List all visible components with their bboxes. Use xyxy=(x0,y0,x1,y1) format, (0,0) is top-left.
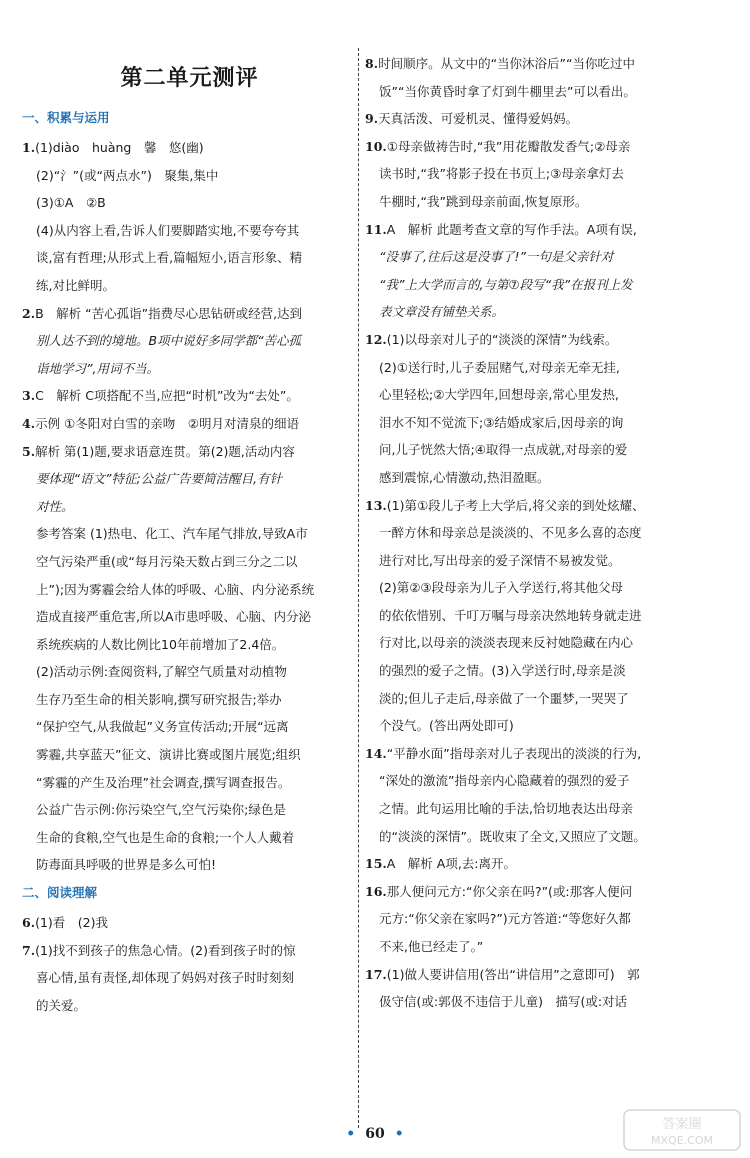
answer-line: (2)第②③段母亲为儿子入学送行,将其他父母 xyxy=(379,580,624,596)
answer-line: 问,儿子恍然大悟;④取得一点成就,对母亲的爱 xyxy=(379,442,628,458)
answer-line: B 解析 “苦心孤诣”指费尽心思钻研或经营,达到 xyxy=(35,305,303,321)
answer-line: 空气污染严重(或“每月污染天数占到三分之二以 xyxy=(36,553,298,569)
answer-line: 上”);因为雾霾会给人体的呼吸、心脑、内分泌系统 xyxy=(36,581,315,597)
answer-line: “没事了,往后这是没事了!”一句是父亲针对 xyxy=(379,249,614,265)
answer-line: 时间顺序。从文中的“当你沐浴后”“当你吃过中 xyxy=(378,56,635,71)
column-divider xyxy=(358,48,359,1128)
answer-line: 天真活泼、可爱机灵、懂得爱妈妈。 xyxy=(378,111,579,127)
question-3 xyxy=(22,382,357,410)
answer-line: 饭”“当你黄昏时拿了灯到牛棚里去”可以看出。 xyxy=(379,83,636,99)
page-number-text: 60 xyxy=(365,1126,385,1142)
answer-line: 喜心情,虽有责怪,却体现了妈妈对孩子时时刻刻 xyxy=(36,970,294,986)
answer-line: 进行对比,写出母亲的爱子深情不易被发觉。 xyxy=(379,552,621,568)
answer-line: C 解析 C项搭配不当,应把“时机”改为“去处”。 xyxy=(35,388,299,404)
question-8 xyxy=(365,50,723,105)
answer-line: 防毒面具呼吸的世界是多么可怕! xyxy=(36,857,217,873)
page-title: 第二单元测评 xyxy=(120,66,259,91)
answer-line: (4)从内容上看,告诉人们要脚踏实地,不要夸夸其 xyxy=(36,222,300,238)
answer-line: 元方:“你父亲在家吗?”)元方答道:“等您好久都 xyxy=(379,911,631,927)
answer-line: 淡的;但儿子走后,母亲做了一个噩梦,一哭哭了 xyxy=(379,690,629,706)
question-number: 12. xyxy=(365,331,387,347)
answer-line: “雾霾的产生及治理”社会调查,撰写调查报告。 xyxy=(36,774,291,790)
answer-line: 心里轻松;②大学四年,回想母亲,常心里发热, xyxy=(379,387,619,403)
answer-line: 要体现“语文”特征;公益广告要简洁醒目,有针 xyxy=(36,471,283,487)
answer-line: (2)“氵”(或“两点水”) 聚集,集中 xyxy=(36,167,219,183)
question-number: 11. xyxy=(365,221,387,237)
answer-line: 谈,富有哲理;从形式上看,篇幅短小,语言形象、精 xyxy=(36,250,303,266)
answer-line: 感到震惊,心情激动,热泪盈眶。 xyxy=(379,469,550,485)
answer-line: 伋守信(或:郭伋不违信于儿童) 描写(或:对话 xyxy=(379,994,628,1010)
answer-line: (1)diào huàng 馨 悠(幽) xyxy=(35,140,204,155)
question-number: 15. xyxy=(365,856,387,872)
question-number: 17. xyxy=(365,966,387,982)
answer-line: 雾霾,共享蓝天”征文、演讲比赛或图片展览;组织 xyxy=(36,747,301,763)
question-1 xyxy=(22,134,357,300)
answer-line: 不来,他已经走了。” xyxy=(379,939,484,954)
answer-line: 的“淡淡的深情”。既收束了全文,又照应了文题。 xyxy=(379,828,646,844)
answer-line: (3)①A ②B xyxy=(36,195,106,211)
answer-line: 公益广告示例:你污染空气,空气污染你;绿色是 xyxy=(36,802,286,818)
question-number: 6. xyxy=(22,915,36,931)
question-number: 5. xyxy=(22,443,36,459)
answer-line: (1)以母亲对儿子的“淡淡的深情”为线索。 xyxy=(386,331,618,347)
answer-line: A 解析 A项,去:离开。 xyxy=(386,856,517,872)
question-number: 8. xyxy=(365,56,379,71)
answer-line: 别人达不到的境地。B项中说好多同学都“苦心孤 xyxy=(36,333,302,349)
question-9 xyxy=(365,105,723,133)
watermark-text-url: MXQE.COM xyxy=(651,1134,713,1147)
answer-line: (1)第①段儿子考上大学后,将父亲的到处炫耀、 xyxy=(386,497,645,513)
question-13 xyxy=(365,492,723,740)
question-5 xyxy=(22,438,357,880)
question-number: 13. xyxy=(365,497,387,513)
answer-line: “深处的激流”指母亲内心隐藏着的强烈的爱子 xyxy=(379,773,630,789)
question-number: 1. xyxy=(22,140,36,155)
answer-line: 一醉方休和母亲总是淡淡的、不见多么喜的态度 xyxy=(379,525,642,541)
answer-line: (2)活动示例:查阅资料,了解空气质量对动植物 xyxy=(36,664,287,680)
question-17 xyxy=(365,961,723,1016)
answer-line: 示例 ①冬阳对白雪的亲吻 ②明月对清泉的细语 xyxy=(35,415,299,431)
question-16 xyxy=(365,878,723,961)
question-number: 10. xyxy=(365,138,387,154)
question-2 xyxy=(22,300,357,383)
answer-line: 表文章没有铺垫关系。 xyxy=(379,304,505,320)
question-6 xyxy=(22,909,357,937)
dot-icon: • xyxy=(346,1126,356,1142)
answer-line: “平静水面”指母亲对儿子表现出的淡淡的行为, xyxy=(386,745,642,761)
question-number: 3. xyxy=(22,388,36,404)
question-number: 16. xyxy=(365,883,387,899)
question-15 xyxy=(365,850,723,878)
question-number: 2. xyxy=(22,305,36,321)
answer-line: (1)找不到孩子的焦急心情。(2)看到孩子时的惊 xyxy=(35,942,296,958)
answer-line: (1)看 (2)我 xyxy=(35,915,108,931)
answer-line: 行对比,以母亲的淡淡表现来反衬她隐藏在内心 xyxy=(379,635,633,651)
answer-line: 的依依惜别、千叮万嘱与母亲决然地转身就走进 xyxy=(379,607,642,623)
answer-line: 个没气。(答出两处即可) xyxy=(379,718,514,734)
question-10 xyxy=(365,133,723,216)
answer-line: 之情。此句运用比喻的手法,恰切地表达出母亲 xyxy=(379,801,633,817)
question-7 xyxy=(22,937,357,1020)
answer-line: 解析 第(1)题,要求语意连贯。第(2)题,活动内容 xyxy=(35,443,295,459)
watermark-text-cn: 答案圈 xyxy=(662,1117,702,1132)
answer-line: “保护空气,从我做起”义务宣传活动;开展“远离 xyxy=(36,719,289,735)
answer-line: “我”上大学而言的,与第⑦段写“我”在报刊上发 xyxy=(379,276,633,292)
question-12 xyxy=(365,326,723,492)
answer-line: 泪水不知不觉流下;③结婚成家后,因母亲的询 xyxy=(379,414,624,430)
question-4 xyxy=(22,410,357,438)
right-column xyxy=(365,50,723,1016)
question-number: 4. xyxy=(22,415,36,431)
answer-line: 参考答案 (1)热电、化工、汽车尾气排放,导致A市 xyxy=(36,526,308,542)
answer-line: 对性。 xyxy=(36,498,74,514)
answer-line: 那人便问元方:“你父亲在吗?”(或:那客人便问 xyxy=(386,883,633,899)
question-number: 14. xyxy=(365,745,387,761)
answer-line: 的关爱。 xyxy=(36,997,87,1013)
watermark-logo xyxy=(622,1108,742,1152)
question-14 xyxy=(365,740,723,850)
answer-line: 读书时,“我”将影子投在书页上;③母亲拿灯去 xyxy=(379,166,624,182)
dot-icon: • xyxy=(394,1126,404,1142)
section-heading-1: 一、积累与运用 xyxy=(22,110,110,125)
answer-line: ①母亲做祷告时,“我”用花瓣散发香气;②母亲 xyxy=(386,138,631,154)
answer-line: 牛棚时,“我”跳到母亲前面,恢复原形。 xyxy=(379,193,588,209)
answer-line: 诣地学习”,用词不当。 xyxy=(36,360,159,376)
answer-line: (1)做人要讲信用(答出“讲信用”之意即可) 郭 xyxy=(386,966,640,982)
answer-line: 练,对比鲜明。 xyxy=(36,277,115,293)
left-column xyxy=(22,50,357,1019)
answer-line: 造成直接严重危害,所以A市患呼吸、心脑、内分泌 xyxy=(36,609,312,625)
answer-line: A 解析 此题考查文章的写作手法。A项有误, xyxy=(386,221,637,237)
question-number: 9. xyxy=(365,111,379,127)
answer-line: 生命的食粮,空气也是生命的食粮;一个人人戴着 xyxy=(36,829,295,845)
question-number: 7. xyxy=(22,942,36,958)
answer-line: (2)①送行时,儿子委屈赌气,对母亲无牵无挂, xyxy=(379,359,620,375)
answer-line: 生存乃至生命的相关影响,撰写研究报告;举办 xyxy=(36,691,282,707)
section-heading-2: 二、阅读理解 xyxy=(22,885,98,901)
answer-line: 系统疾病的人数比例比10年前增加了2.4倍。 xyxy=(36,636,285,652)
answer-line: 的强烈的爱子之情。(3)入学送行时,母亲是淡 xyxy=(379,663,626,679)
question-11 xyxy=(365,216,723,326)
